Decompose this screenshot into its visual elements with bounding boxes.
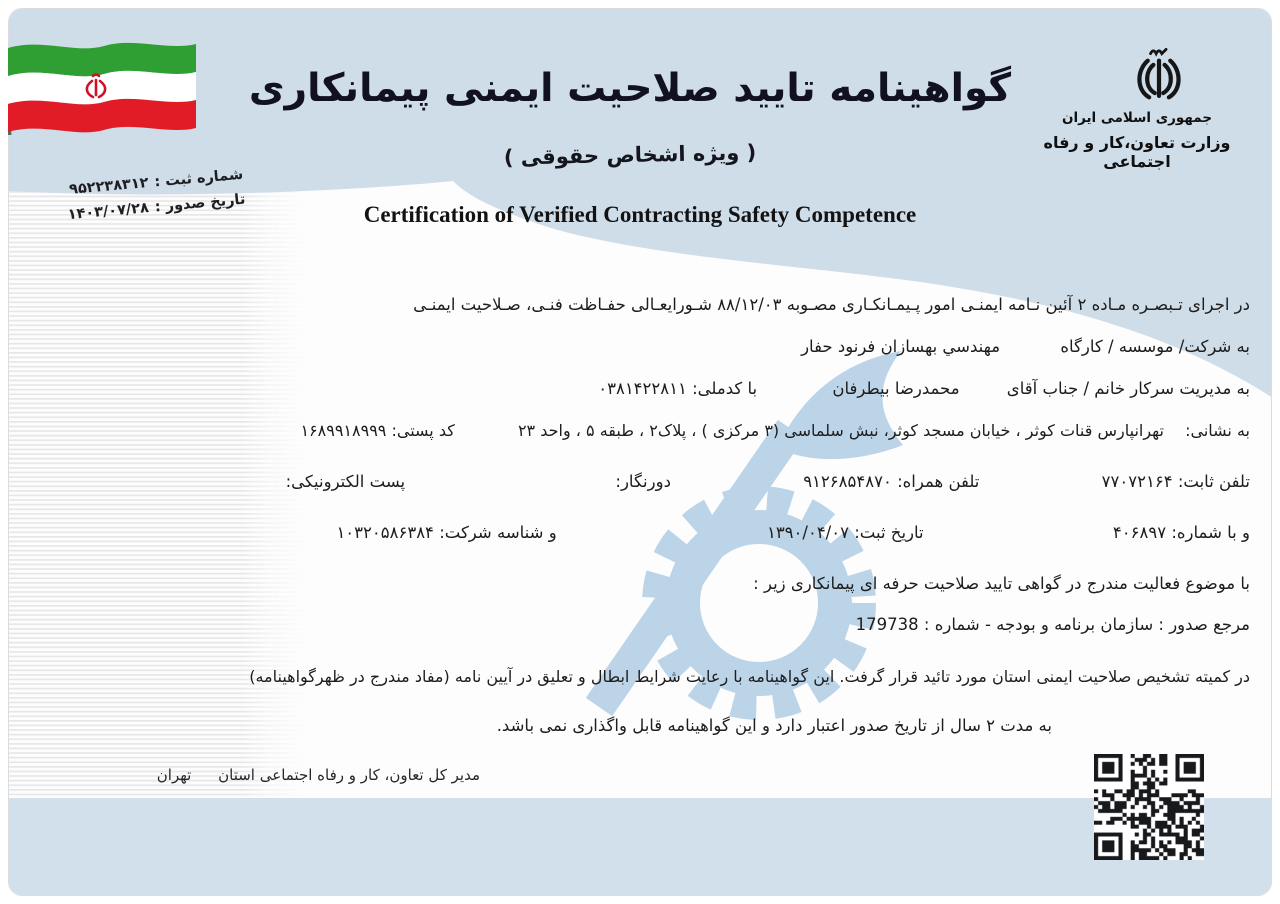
- company-registration-row: [306, 523, 1250, 542]
- activity-line: با موضوع فعالیت مندرج در گواهی تایید صلاحیت حرفه ای پیمانکاری زیر :: [753, 574, 1250, 593]
- country-name: جمهوری اسلامی ایران: [1061, 110, 1213, 126]
- registration-date-label: تاریخ ثبت:: [854, 523, 924, 542]
- phone-value: ۷۷۰۷۲۱۶۴: [1101, 472, 1173, 491]
- signatory-province: تهران: [156, 766, 192, 784]
- certificate-title-fa: گواهینامه تایید صلاحیت ایمنی پیمانکاری: [248, 66, 1012, 111]
- certificate-title-en: Certification of Verified Contracting Safety Competence: [363, 202, 917, 227]
- intro-line: در اجرای تـبصـره مـاده ۲ آئین نـامه ایمنـی امور پـیمـانکـاری مصـوبه ۸۸/۱۲/۰۳ شـورایعـالی حفـاظت فنـی، صـلاحیت ایمنـی: [413, 295, 1250, 314]
- company-id-value: ۱۰۳۲۰۵۸۶۳۸۴: [336, 523, 434, 542]
- mobile-label: تلفن همراه:: [897, 472, 980, 491]
- registration-number-value: ۹۵۲۲۳۸۳۱۲: [68, 175, 150, 198]
- address-row: [258, 421, 1250, 440]
- company-row: [801, 337, 1250, 356]
- signatory-title: مدیر کل تعاون، کار و رفاه اجتماعی استان: [218, 766, 480, 784]
- issue-date-value: ۱۴۰۳/۰۷/۲۸: [67, 200, 150, 224]
- manager-name: محمدرضا بیطرفان: [832, 379, 960, 398]
- company-name: مهندسي بهسازان فرنود حفار: [801, 337, 1001, 356]
- manager-label: به مدیریت سرکار خانم / جناب آقای: [1006, 379, 1250, 398]
- qr-code: [1094, 754, 1204, 860]
- address-value: تهرانپارس قنات کوثر ، خیابان مسجد کوثر، نبش سلماسی (۳ مرکزی ) ، پلاک۲ ، طبقه ۵ ، واحد ۲۳: [517, 421, 1164, 440]
- email-label: پست الکترونیکی:: [285, 472, 406, 491]
- terms-line-2: به مدت ۲ سال از تاریخ صدور اعتبار دارد و این گواهینامه قابل واگذاری نمی باشد.: [496, 716, 1052, 735]
- fax-label: دورنگار:: [615, 472, 671, 491]
- contact-row: [286, 472, 1250, 491]
- registration-date-value: ۱۳۹۰/۰۴/۰۷: [766, 523, 849, 542]
- iran-national-emblem-icon: [1128, 48, 1190, 110]
- national-id-value: ۰۳۸۱۴۲۲۸۱۱: [598, 379, 687, 398]
- issue-date-label: تاریخ صدور :: [154, 191, 246, 216]
- certificate-subtitle-fa: ( ویژه اشخاص حقوقی ): [503, 140, 757, 170]
- phone-label: تلفن ثابت:: [1177, 472, 1250, 491]
- address-label: به نشانی:: [1185, 421, 1250, 440]
- national-id-label: با کدملی:: [692, 379, 758, 398]
- registration-number-label: شماره ثبت :: [153, 166, 244, 191]
- company-number-value: ۴۰۶۸۹۷: [1112, 523, 1167, 542]
- mobile-value: ۹۱۲۶۸۵۴۸۷۰: [803, 472, 892, 491]
- issuing-authority-line: مرجع صدور : سازمان برنامه و بودجه - شماره : 179738: [855, 615, 1250, 634]
- terms-line-1: در کمیته تشخیص صلاحیت ایمنی استان مورد تائید قرار گرفت. این گواهینامه با رعایت شرایط ابطال و تعلیق در آیین نامه (مفاد مندرج در ظهرگواهینامه): [249, 667, 1250, 686]
- manager-row: [588, 379, 1250, 398]
- postal-code-value: ۱۶۸۹۹۱۸۹۹۹: [300, 421, 387, 440]
- company-label: به شرکت/ موسسه / کارگاه: [1060, 337, 1250, 356]
- signatory-line: [157, 766, 480, 784]
- company-number-label: و با شماره:: [1171, 523, 1250, 542]
- ministry-name: وزارت تعاون،کار و رفاه اجتماعی: [1043, 133, 1231, 171]
- company-id-label: و شناسه شرکت:: [439, 523, 557, 542]
- iran-flag-icon: [4, 36, 202, 136]
- guilloche-stripes: [9, 187, 314, 799]
- postal-code-label: کد پستی:: [391, 421, 455, 440]
